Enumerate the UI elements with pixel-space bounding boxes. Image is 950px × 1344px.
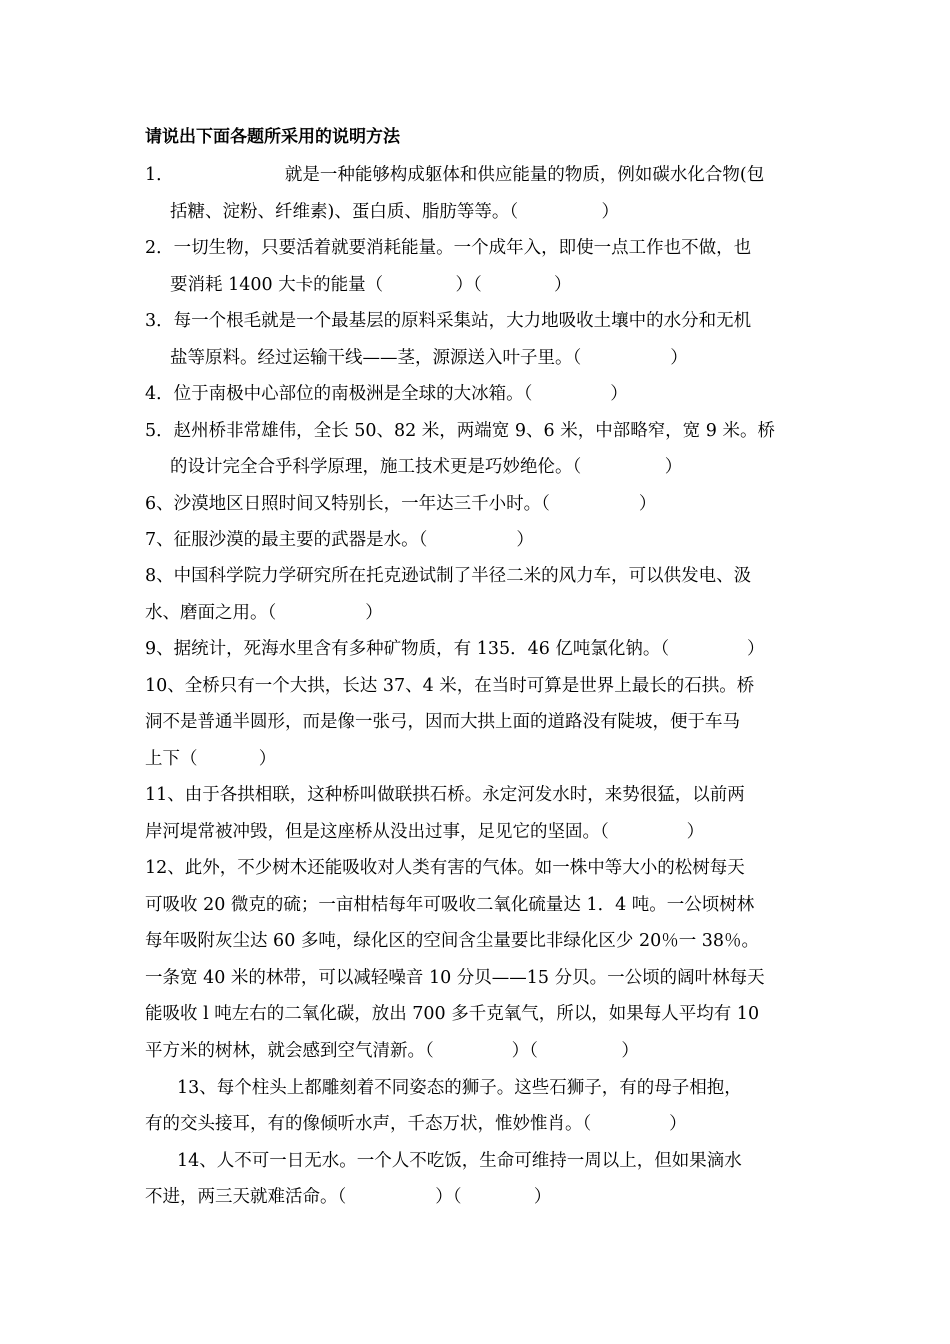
question-2-line-1: 2．一切生物，只要活着就要消耗能量。一个成年入，即使一点工作也不做，也 (145, 238, 752, 258)
question-8-line-2: 水、磨面之用。（ ） (145, 603, 383, 623)
question-3-line-1: 3．每一个根毛就是一个最基层的原料采集站，大力地吸收土壤中的水分和无机 (145, 311, 752, 331)
question-12-line-2: 可吸收 20 微克的硫；一亩柑桔每年可吸收二氧化硫量达 1．4 吨。一公顷树林 (145, 895, 755, 915)
question-8-line-1: 8、中国科学院力学研究所在托克逊试制了半径二米的风力车，可以供发电、汲 (145, 566, 752, 586)
question-12-line-1: 12、此外，不少树木还能吸收对人类有害的气体。如一株中等大小的松树每天 (145, 858, 745, 878)
question-7-line-1: 7、征服沙漠的最主要的武器是水。（ ） (145, 530, 534, 550)
question-3-line-2: 盐等原料。经过运输干线——茎，源源送入叶子里。（ ） (170, 348, 688, 368)
question-13-line-2: 有的交头接耳，有的像倾听水声，千态万状，惟妙惟肖。（ ） (145, 1114, 687, 1134)
question-4-line-1: 4．位于南极中心部位的南极洲是全球的大冰箱。（ ） (145, 384, 628, 404)
question-1-line-1: 1． 就是一种能够构成躯体和供应能量的物质，例如碳水化合物(包 (145, 165, 765, 185)
question-14-line-1: 14、人不可一日无水。一个人不吃饭，生命可维持一周以上，但如果滴水 (177, 1151, 742, 1171)
question-11-line-1: 11、由于各拱相联，这种桥叫做联拱石桥。永定河发水时，来势很猛，以前两 (145, 785, 745, 805)
page-title: 请说出下面各题所采用的说明方法 (145, 127, 400, 147)
question-13-line-1: 13、每个柱头上都雕刻着不同姿态的狮子。这些石狮子，有的母子相抱， (177, 1078, 742, 1098)
question-10-line-3: 上下（ ） (145, 749, 277, 769)
question-12-line-4: 一条宽 40 米的林带，可以减轻噪音 10 分贝——15 分贝。一公顷的阔叶林每天 (145, 968, 765, 988)
question-6-line-1: 6、沙漠地区日照时间又特别长，一年达三千小时。（ ） (145, 494, 657, 514)
question-10-line-1: 10、全桥只有一个大拱，长达 37、4 米，在当时可算是世界上最长的石拱。桥 (145, 676, 755, 696)
question-10-line-2: 洞不是普通半圆形，而是像一张弓，因而大拱上面的道路没有陡坡，便于车马 (145, 712, 740, 732)
question-2-line-2: 要消耗 1400 大卡的能量（ ）（ ） (170, 275, 572, 295)
question-5-line-2: 的设计完全合乎科学原理，施工技术更是巧妙绝伦。（ ） (170, 457, 683, 477)
question-1-line-2: 括糖、淀粉、纤维素)、蛋白质、脂肪等等。（ ） (170, 202, 620, 222)
question-11-line-2: 岸河堤常被冲毁，但是这座桥从没出过事，足见它的坚固。（ ） (145, 822, 705, 842)
question-9-line-1: 9、据统计，死海水里含有多种矿物质，有 135．46 亿吨氯化钠。（ ） (145, 639, 765, 659)
question-12-line-3: 每年吸附灰尘达 60 多吨，绿化区的空间含尘量要比非绿化区少 20％一 38％。 (145, 931, 760, 951)
question-12-line-5: 能吸收 l 吨左右的二氧化碳，放出 700 多千克氧气，所以，如果每人平均有 10 (145, 1004, 760, 1024)
question-14-line-2: 不进，两三天就难活命。（ ）（ ） (145, 1187, 552, 1207)
question-12-line-6: 平方米的树林，就会感到空气清新。（ ）（ ） (145, 1041, 639, 1061)
question-5-line-1: 5．赵州桥非常雄伟，全长 50、82 米，两端宽 9、6 米，中部略窄，宽 9 米。桥 (145, 421, 775, 441)
